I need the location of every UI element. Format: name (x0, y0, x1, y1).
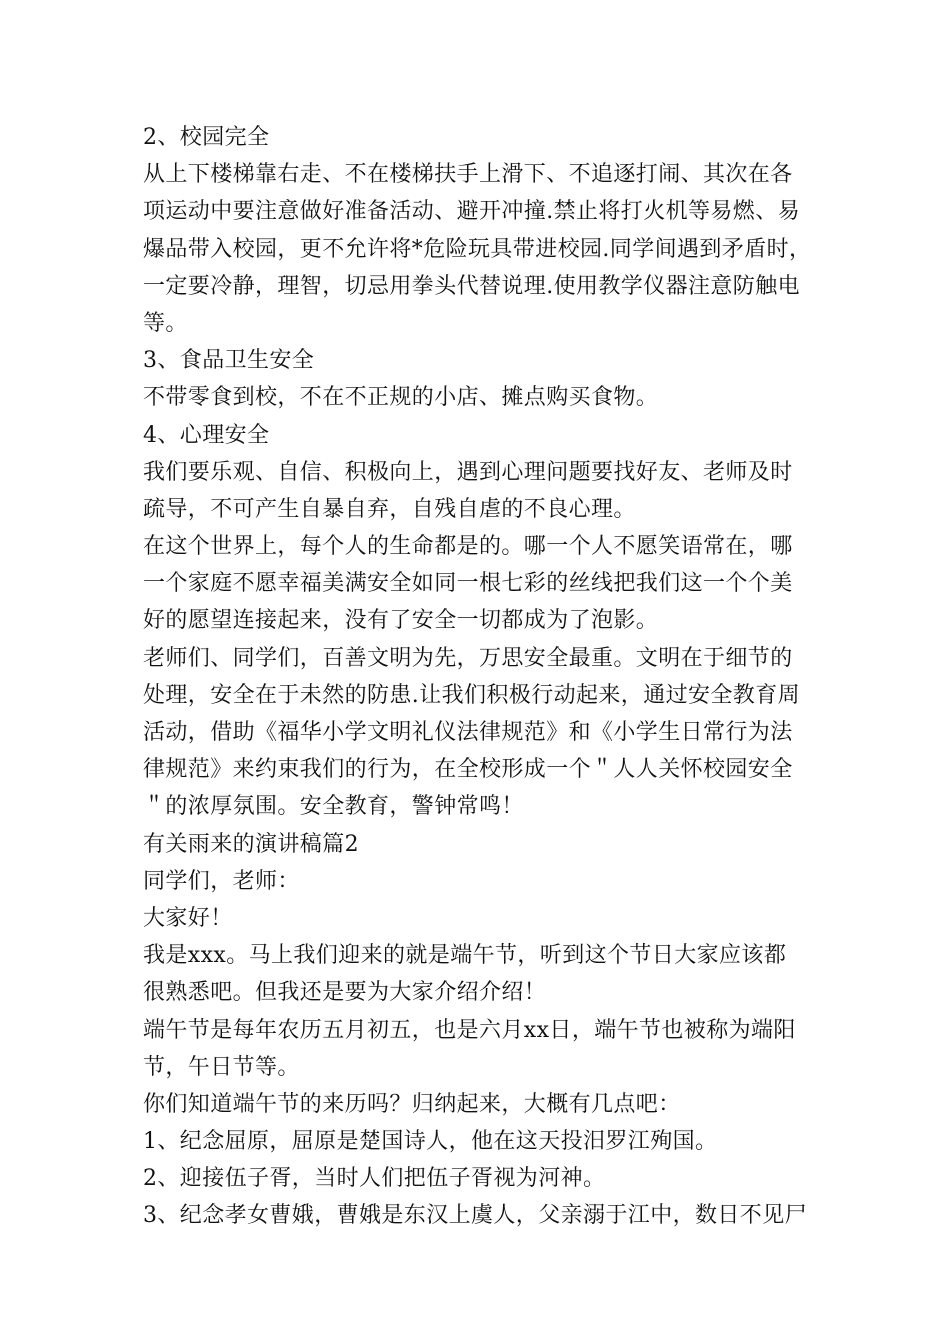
paragraph-line: 你们知道端午节的来历吗？归纳起来，大概有几点吧： (143, 1091, 681, 1117)
paragraph-line: 爆品带入校园，更不允许将*危险玩具带进校园.同学间遇到矛盾时， (143, 236, 812, 262)
paragraph-line: 处理，安全在于未然的防患.让我们积极行动起来，通过安全教育周 (143, 682, 800, 708)
heading-mental-safety: 4、心理安全 (143, 422, 270, 448)
paragraph-line: 一定要冷静，理智，切忌用拳头代替说理.使用教学仪器注意防触电 (143, 273, 800, 299)
paragraph-line: 疏导，不可产生自暴自弃，自残自虐的不良心理。 (143, 496, 636, 522)
paragraph-line: 在这个世界上，每个人的生命都是的。哪一个人不愿笑语常在，哪 (143, 534, 793, 560)
paragraph-line: 老师们、同学们，百善文明为先，万思安全最重。文明在于细节的 (143, 645, 793, 671)
paragraph-line: 不带零食到校，不在不正规的小店、摊点购买食物。 (143, 385, 659, 411)
paragraph-line: 好的愿望连接起来，没有了安全一切都成为了泡影。 (143, 608, 659, 634)
list-item: 3、纪念孝女曹娥，曹娥是东汉上虞人，父亲溺于江中，数日不见尸 (143, 1203, 807, 1229)
paragraph-line: 我是xxx。马上我们迎来的就是端午节，听到这个节日大家应该都 (143, 943, 787, 969)
paragraph-line: 我们要乐观、自信、积极向上，遇到心理问题要找好友、老师及时 (143, 459, 793, 485)
paragraph-line: 律规范》来约束我们的行为，在全校形成一个＂人人关怀校园安全 (143, 757, 793, 783)
list-item: 2、迎接伍子胥，当时人们把伍子胥视为河神。 (143, 1166, 606, 1192)
heading-campus-safety: 2、校园完全 (143, 125, 270, 150)
paragraph-line: 等。 (143, 310, 188, 336)
paragraph-line: 项运动中要注意做好准备活动、避开冲撞.禁止将打火机等易燃、易 (143, 199, 800, 225)
paragraph-line: 活动，借助《福华小学文明礼仪法律规范》和《小学生日常行为法 (143, 720, 793, 745)
paragraph-line: ＂的浓厚氛围。安全教育，警钟常鸣！ (143, 794, 524, 820)
paragraph-line: 一个家庭不愿幸福美满安全如同一根七彩的丝线把我们这一个个美 (143, 571, 793, 597)
paragraph-line: 端午节是每年农历五月初五，也是六月xx日，端午节也被称为端阳 (143, 1017, 796, 1043)
document-body (143, 119, 815, 1235)
section-title: 有关雨来的演讲稿篇2 (143, 831, 359, 857)
list-item: 1、纪念屈原，屈原是楚国诗人，他在这天投汨罗江殉国。 (143, 1129, 718, 1155)
paragraph-line: 从上下楼梯靠右走、不在楼梯扶手上滑下、不追逐打闹、其次在各 (143, 162, 793, 188)
paragraph-line: 很熟悉吧。但我还是要为大家介绍介绍！ (143, 980, 547, 1006)
greeting-line: 大家好！ (143, 905, 233, 931)
heading-food-safety: 3、食品卫生安全 (143, 348, 315, 374)
paragraph-line: 节，午日节等。 (143, 1054, 300, 1080)
greeting-line: 同学们，老师： (143, 868, 300, 894)
